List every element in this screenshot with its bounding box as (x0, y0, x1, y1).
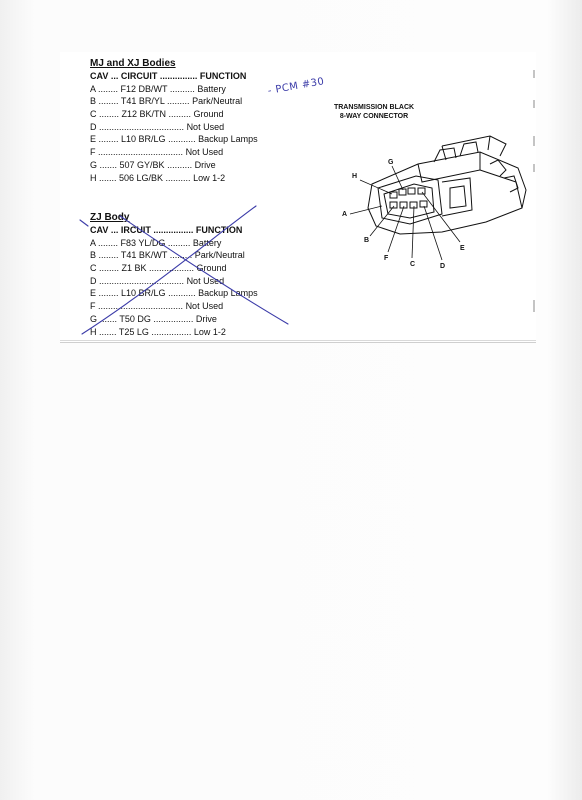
connector-title (326, 103, 422, 121)
pinout-row (90, 146, 258, 159)
header-circuit: IRCUIT (120, 225, 151, 235)
header-separator: ... (108, 225, 121, 235)
cavity-letter: C (90, 263, 97, 274)
circuit-function: Not Used (185, 147, 224, 158)
circuit-code: 506 LG/BK (119, 172, 164, 183)
cavity-letter: E (90, 288, 97, 299)
cavity-letter: B (90, 96, 97, 107)
leader-dots: .......... (164, 159, 195, 170)
leader-dots: ................ (148, 326, 194, 337)
clipping-bottom-edge (60, 340, 536, 341)
leader-dots: ....... (97, 159, 120, 170)
leader-dots: ......... (164, 96, 193, 107)
circuit-code: .................................. (98, 301, 184, 312)
mj-xj-pinout-section (90, 58, 258, 184)
leader-dots: ........ (96, 134, 122, 145)
section-title: MJ and XJ Bodies (90, 58, 176, 69)
circuit-code: L10 BR/LG (121, 134, 166, 145)
leader-dots: ........ (96, 96, 121, 107)
pinout-row (90, 83, 258, 96)
leader-dots: ........... (165, 134, 199, 145)
circuit-function: Drive (194, 159, 216, 170)
circuit-function: Drive (195, 313, 217, 324)
pinout-rows (90, 83, 258, 185)
header-function: FUNCTION (199, 71, 247, 81)
pin-label: A (342, 211, 348, 218)
connector-diagram (330, 122, 540, 282)
cavity-letter: B (90, 250, 97, 261)
leader-dots: ........ (95, 83, 121, 94)
scan-edge-marks (528, 60, 540, 350)
cavity-letter: H (90, 326, 97, 337)
leader-dots: ........ (96, 263, 122, 274)
circuit-function: Park/Neutral (194, 250, 245, 261)
handwritten-note: - PCM #30 (267, 76, 326, 97)
leader-dots: ........ (95, 237, 121, 248)
crossout-stroke-2 (120, 216, 288, 324)
cavity-letter: F (90, 301, 96, 312)
circuit-code: T50 DG (119, 313, 151, 324)
cavity-letter: F (90, 147, 96, 158)
circuit-function: Not Used (186, 275, 225, 286)
leader-dots: .......... (163, 172, 194, 183)
leader-dots: .......... (167, 83, 198, 94)
leader-dots: ........... (165, 288, 199, 299)
cavity-letter: G (90, 159, 98, 170)
cavity-letter: A (90, 83, 96, 94)
circuit-function: Backup Lamps (198, 134, 258, 145)
leader-dots: ........ (96, 250, 121, 261)
header-separator: ............... (157, 71, 200, 81)
pin-label: D (440, 263, 446, 270)
header-circuit: CIRCUIT (120, 71, 158, 81)
circuit-code: F83 YL/DG (120, 237, 166, 248)
circuit-code: T41 BK/WT (120, 250, 168, 261)
header-function: FUNCTION (195, 225, 243, 235)
circuit-function: Ground (193, 109, 224, 120)
crossout-stroke-1 (82, 206, 256, 334)
pinout-row (90, 121, 258, 134)
table-header (90, 70, 258, 83)
cavity-letter: D (90, 275, 97, 286)
circuit-function: Battery (197, 83, 226, 94)
pin-label: G (388, 159, 394, 166)
circuit-code: .................................. (98, 147, 184, 158)
circuit-function: Backup Lamps (198, 288, 258, 299)
pinout-row (90, 159, 258, 172)
circuit-code: F12 DB/WT (120, 83, 168, 94)
pin-label: B (364, 237, 370, 244)
cavity-letter: C (90, 109, 97, 120)
circuit-code: T41 BR/YL (120, 96, 165, 107)
leader-dots: ........ (96, 109, 122, 120)
leader-dots: ......... (166, 109, 194, 120)
circuit-code: 507 GY/BK (119, 159, 165, 170)
leader-dots: .................. (146, 263, 197, 274)
pin-label: C (410, 261, 416, 268)
circuit-code: Z1 BK (121, 263, 147, 274)
circuit-function: Low 1-2 (193, 326, 226, 337)
leader-dots: ....... (96, 172, 120, 183)
leader-dots: ....... (97, 313, 120, 324)
header-cav: CAV (90, 71, 109, 81)
circuit-code: T25 LG (118, 326, 149, 337)
circuit-code: .................................. (99, 121, 185, 132)
circuit-function: Not Used (186, 121, 225, 132)
circuit-function: Battery (192, 237, 222, 248)
header-cav: CAV (90, 225, 109, 235)
circuit-code: L10 BR/LG (121, 288, 166, 299)
leader-dots: ....... (96, 326, 119, 337)
section-title: ZJ Body (90, 212, 130, 223)
leader-dots: ................ (150, 313, 196, 324)
pin-label: E (460, 245, 465, 252)
circuit-code: .................................. (99, 275, 185, 286)
cavity-letter: A (90, 237, 96, 248)
circuit-function: Ground (196, 263, 227, 274)
connector-title-line-2: 8-WAY CONNECTOR (339, 113, 409, 120)
cavity-letter: E (90, 134, 97, 145)
connector-title-line-1: TRANSMISSION BLACK (333, 104, 415, 111)
pin-label: H (352, 173, 358, 180)
leader-dots: ......... (165, 237, 193, 248)
header-separator: ................ (150, 225, 196, 235)
circuit-code: Z12 BK/TN (121, 109, 167, 120)
cavity-letter: D (90, 121, 97, 132)
cavity-letter: H (90, 172, 97, 183)
crossout-marks (60, 190, 300, 340)
header-separator: ... (108, 71, 121, 81)
leader-dots: ........ (96, 288, 122, 299)
circuit-function: Park/Neutral (192, 96, 243, 107)
circuit-function: Low 1-2 (193, 172, 226, 183)
pin-label: F (384, 255, 389, 262)
connector-face (378, 176, 442, 224)
pinout-row (90, 95, 258, 108)
pinout-row (90, 133, 258, 146)
circuit-function: Not Used (185, 301, 224, 312)
cavity-letter: G (90, 313, 98, 324)
pinout-row (90, 172, 258, 185)
leader-dots: ......... (167, 250, 195, 261)
pinout-row (90, 108, 258, 121)
